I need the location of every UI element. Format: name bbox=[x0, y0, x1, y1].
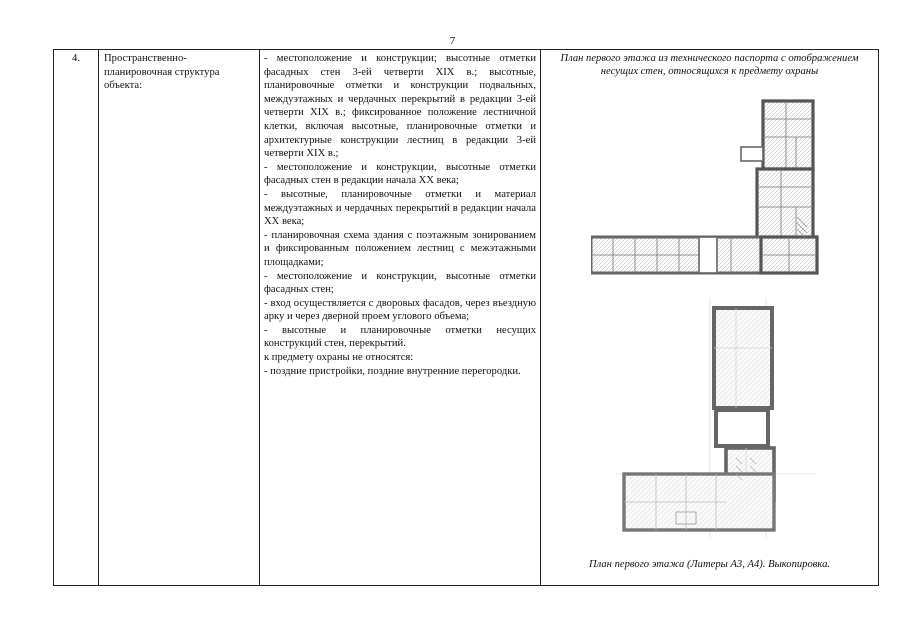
plan-caption-bottom: План первого этажа (Литеры А3, А4). Выкопировка. bbox=[588, 558, 831, 570]
protection-item: - местоположение и конструкции; высотные отметки фасадных стен 3-ей четверти XIX в.; высотные, планировочные отметки и конструкции подвальных, междуэтажных и чердачных перекрытий в редакции 3-ей четверти XIX в.; фиксированное положение лестничной клетки, включая высотные, планировочные отметки и архитектурные конструкции лестниц в редакции 3-ей четверти XIX в.; bbox=[264, 53, 536, 160]
row-number: 4. bbox=[54, 50, 99, 586]
not-subject-label: к предмету охраны не относятся: bbox=[264, 352, 414, 364]
page-number: 7 bbox=[449, 35, 456, 47]
plan-caption-top: План первого этажа из технического паспорта с отображением несущих стен, относящихся к предмету охраны bbox=[560, 53, 859, 78]
protection-item: - вход осуществляется с дворовых фасадов, через въездную арку и через дверной проем углового объема; bbox=[264, 297, 536, 323]
protection-item: - высотные, планировочные отметки и материал междуэтажных и чердачных перекрытий в редакции начала XX века; bbox=[264, 188, 536, 228]
protection-item: - высотные и планировочные отметки несущих конструкций стен, перекрытий. bbox=[264, 324, 536, 350]
row-name-cell bbox=[99, 50, 260, 586]
protection-item: - местоположение и конструкции, высотные отметки фасадных стен; bbox=[264, 270, 536, 296]
not-subject-item: - поздние пристройки, поздние внутренние перегородки. bbox=[264, 365, 521, 377]
row-name-line: планировочная структура bbox=[104, 66, 220, 78]
row-name-line: объекта: bbox=[104, 80, 143, 92]
protection-item: - местоположение и конструкции, высотные отметки фасадных стен в редакции начала XX века; bbox=[264, 161, 536, 187]
floor-plan-copy bbox=[616, 298, 816, 540]
protection-subject-table bbox=[53, 49, 879, 586]
row-name-line: Пространственно- bbox=[104, 53, 187, 64]
protection-item: - планировочная схема здания с поэтажным зонированием и фиксированным положением лестниц с межэтажными площадками; bbox=[264, 229, 536, 268]
plan-images-cell bbox=[541, 50, 879, 586]
row-description-cell bbox=[260, 50, 541, 586]
table-row bbox=[54, 50, 879, 586]
floor-plan-technical-passport bbox=[591, 97, 831, 277]
